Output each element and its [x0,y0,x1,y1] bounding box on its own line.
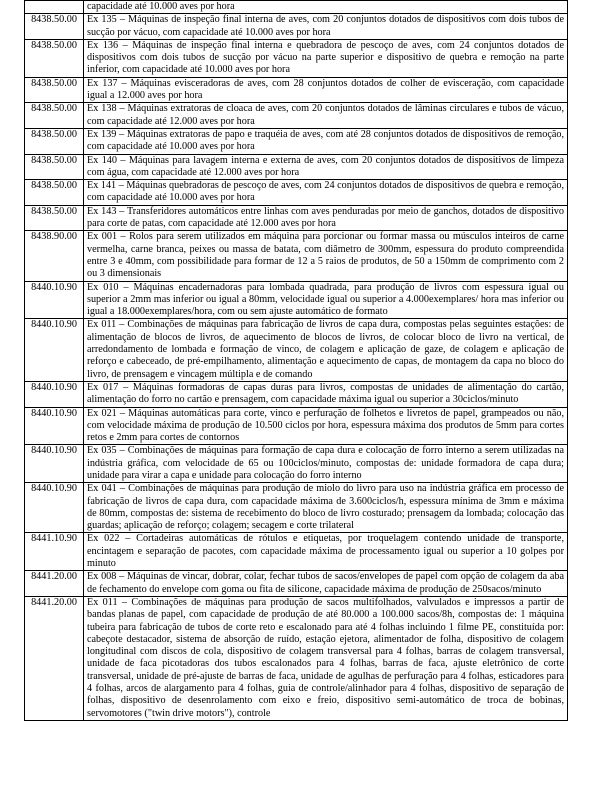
ex-description: Ex 017 – Máquinas formadoras de capas duras para livros, compostas de unidades de alimentação do cartão, alimentação do forro no cartão e prensagem, com capacidade máxima igual ou superior a 30ciclos/minuto [84,381,568,407]
ex-description: capacidade até 10.000 aves por hora [84,1,568,14]
ncm-code: 8438.50.00 [25,205,84,231]
ncm-code: 8440.10.90 [25,407,84,445]
ex-description: Ex 011 – Combinações de máquinas para produção de sacos multifolhados, valvulados e impressos a partir de bandas planas de papel, com capacidade de produção de até 80.000 a 100.000 sacos/8h, compostas de: 1 máquina tubeira para fabricação de tubos de corte reto e escalonado para até 4 folhas incluindo 1 filme PE, constituída por: cabeçote destacador, sistema de absorção de ruído, estação ejetora, alimentador de folha, dispositivo de colagem longitudinal com discos de cola, dispositivo de colagem transversal para 4 folhas, barras de colagem transversal, unidade de faca picotadoras dos tubos escalonados para 4 folhas, barras de faca, ajuste eletrônico de corte transversal, unidade de pré-ajuste de barras de faca, unidade de agulhas de perfuração para 4 folhas, esticadores para 4 folhas, arcos de alargamento para 4 folhas, guia de controle/alinhador para 4 folhas, dispositivo de separação de folhas, dispositivo de desenrolamento com eixo e freio, dispositivo semi-automático de troca de bobinas, servomotores ("twin drive motors"), controle [84,596,568,720]
table-row [25,231,568,281]
ncm-code: 8441.20.00 [25,596,84,720]
table-row [25,154,568,180]
ex-description: Ex 035 – Combinações de máquinas para formação de capa dura e colocação de forro interno a serem utilizadas na indústria gráfica, com velocidade de 65 ou 100ciclos/minuto, compostas de: unidade formadora de capa dura; unidade para virar a capa e unidade para colocação do forro interno [84,445,568,483]
ex-description: Ex 041 – Combinações de máquinas para produção de miolo do livro para uso na indústria gráfica em processo de fabricação de livros de capa dura, com capacidade máxima de 3.600ciclos/h, espessura mínima de 3mm e máxima de 80mm, compostas de: sistema de recebimento do bloco de livro costurado; prensagem da lombada; colocação das guardas; aplicação de reforço; colagem; secagem e corte trilateral [84,483,568,533]
ncm-code: 8440.10.90 [25,281,84,319]
ncm-code: 8438.50.00 [25,103,84,129]
ncm-code: 8441.20.00 [25,571,84,597]
table-row [25,319,568,381]
ncm-code: 8438.50.00 [25,154,84,180]
table-row [25,14,568,40]
ex-description: Ex 001 – Rolos para serem utilizados em máquina para porcionar ou formar massa ou músculos inteiros de carne vermelha, carne branca, peixes ou massa de batata, com diâmetro de 300mm, espessura do produto compreendida entre 3 e 40mm, com possibilidade para formar de 12 a 5 raios de produtos, de 50 a 150mm de comprimento com 2 ou 3 dimensionais [84,231,568,281]
table-row [25,1,568,14]
table-row [25,483,568,533]
tariff-table [24,0,568,721]
ex-description: Ex 021 – Máquinas automáticas para corte, vinco e perfuração de folhetos e livretos de papel, grampeados ou não, com velocidade máxima de produção de 10.500 ciclos por hora, espessura máxima dos produtos de 5mm para cortes retos e 2mm para cortes de contornos [84,407,568,445]
ncm-code: 8438.50.00 [25,14,84,40]
table-row [25,180,568,206]
ncm-code: 8440.10.90 [25,319,84,381]
ncm-code: 8440.10.90 [25,445,84,483]
ncm-code: 8438.50.00 [25,128,84,154]
ex-description: Ex 022 – Cortadeiras automáticas de rótulos e etiquetas, por troquelagem contendo unidade de transporte, encintagem e separação de pacotes, com capacidade máxima de processamento igual ou superior a 10 golpes por minuto [84,533,568,571]
ex-description: Ex 140 – Máquinas para lavagem interna e externa de aves, com 20 conjuntos dotados de dispositivos de limpeza com água, com capacidade até 12.000 aves por hora [84,154,568,180]
ex-description: Ex 137 – Máquinas evisceradoras de aves, com 28 conjuntos dotados de colher de evisceração, com capacidade igual a 12.000 aves por hora [84,77,568,103]
ncm-code: 8438.90.00 [25,231,84,281]
ex-description: Ex 008 – Máquinas de vincar, dobrar, colar, fechar tubos de sacos/envelopes de papel com opção de colagem da aba de fechamento do envelope com goma ou fita de silicone, capacidade máxima de produção de 250sacos/minuto [84,571,568,597]
table-row [25,205,568,231]
ncm-code: 8440.10.90 [25,483,84,533]
ex-description: Ex 135 – Máquinas de inspeção final interna de aves, com 20 conjuntos dotados de dispositivos com dois tubos de sucção por vácuo, com capacidade até 10.000 aves por hora [84,14,568,40]
table-row [25,128,568,154]
ex-description: Ex 139 – Máquinas extratoras de papo e traquéia de aves, com até 28 conjuntos dotados de dispositivos de remoção, com capacidade até 10.000 aves por hora [84,128,568,154]
table-row [25,381,568,407]
ncm-code: 8441.10.90 [25,533,84,571]
table-row [25,533,568,571]
ex-description: Ex 010 – Máquinas encadernadoras para lombada quadrada, para produção de livros com espessura igual ou superior a 2mm mas inferior ou igual a 80mm, velocidade igual ou superior a 4.000exemplares/ hora mas inferior ou igual a 18.000exemplares/hora, com ou sem ajuste automático de formato [84,281,568,319]
table-row [25,39,568,77]
ex-description: Ex 136 – Máquinas de inspeção final interna e quebradora de pescoço de aves, com 24 conjuntos dotados de dispositivos com dois tubos de sucção por vácuo na parte superior e dispositivo de quebra e remoção na parte inferior, com capacidade até 10.000 aves por hora [84,39,568,77]
ncm-code: 8438.50.00 [25,180,84,206]
table-row [25,281,568,319]
ex-description: Ex 011 – Combinações de máquinas para fabricação de livros de capa dura, compostas pelas seguintes estações: de alimentação de blocos de livros, de aquecimento de blocos de livros, de colocar bloco de livro na vertical, de arredondamento de lombada e formação de vinco, de colagem e aplicação de gaze, de colagem e aplicação de reforço e cabeceado, de pré-empilhamento, alimentação e aquecimento de capas, de montagem da capa no bloco do livro, de prensagem e vincagem múltipla e de comando [84,319,568,381]
ex-description: Ex 143 – Transferidores automáticos entre linhas com aves penduradas por meio de ganchos, dotados de dispositivo para corte de patas, com capacidade até 12.000 aves por hora [84,205,568,231]
ex-description: Ex 138 – Máquinas extratoras de cloaca de aves, com 20 conjuntos dotados de lâminas circulares e tubos de vácuo, com capacidade até 12.000 aves por hora [84,103,568,129]
ncm-code [25,1,84,14]
table-row [25,596,568,720]
ncm-code: 8438.50.00 [25,77,84,103]
table-row [25,407,568,445]
ex-description: Ex 141 – Máquinas quebradoras de pescoço de aves, com 24 conjuntos dotados de dispositivos de quebra e remoção, com capacidade até 10.000 aves por hora [84,180,568,206]
ncm-code: 8440.10.90 [25,381,84,407]
tariff-page [24,0,568,721]
table-row [25,445,568,483]
table-row [25,571,568,597]
table-row [25,77,568,103]
ncm-code: 8438.50.00 [25,39,84,77]
table-row [25,103,568,129]
